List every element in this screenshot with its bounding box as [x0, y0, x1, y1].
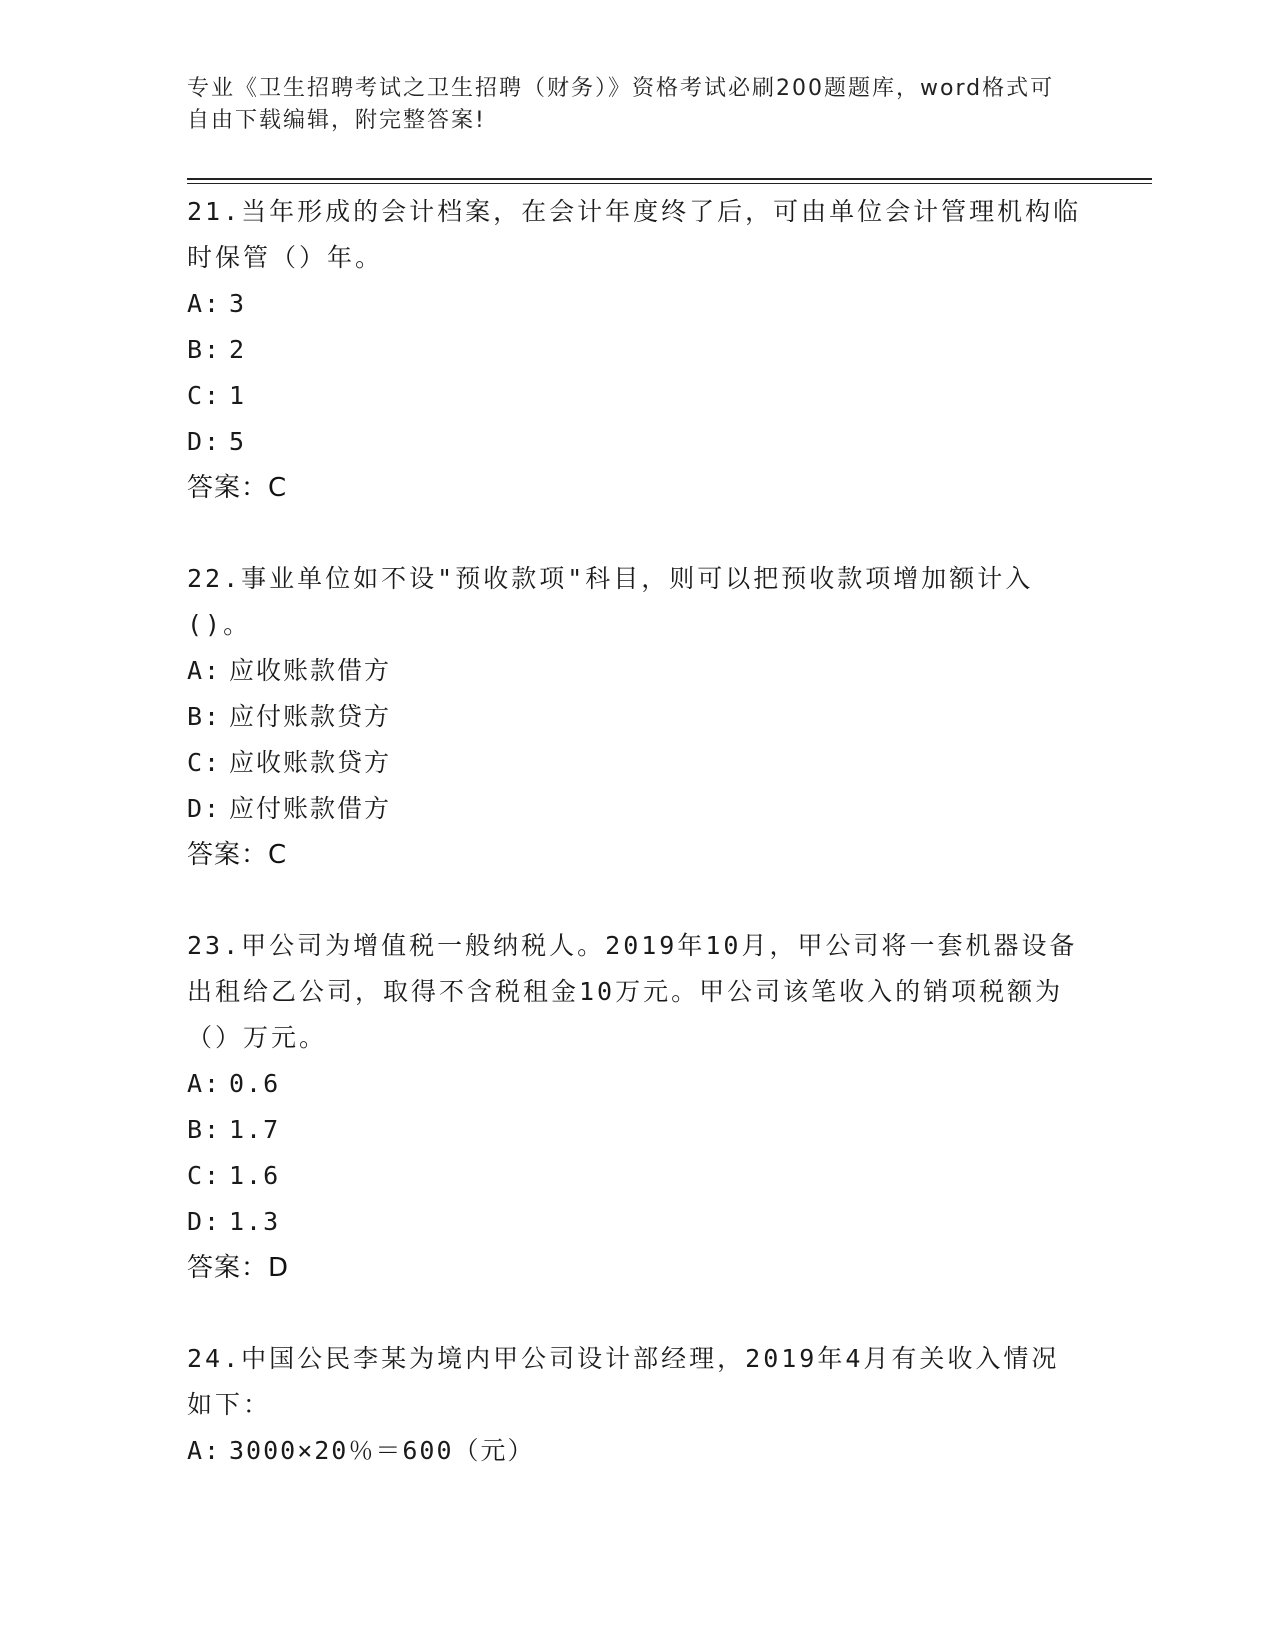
option-d — [187, 786, 1087, 832]
option-letter: D: — [187, 1207, 222, 1236]
question-stem: 24.中国公民李某为境内甲公司设计部经理，2019年4月有关收入情况如下： — [187, 1344, 1060, 1419]
answer-line: 答案：D — [187, 1253, 290, 1283]
option-c — [187, 1153, 1087, 1199]
question-stem: 21.当年形成的会计档案，在会计年度终了后，可由单位会计管理机构临时保管（）年。 — [187, 197, 1082, 272]
option-letter: A: — [187, 289, 222, 318]
option-text: 应付账款贷方 — [229, 702, 392, 731]
option-letter: B: — [187, 335, 222, 364]
option-letter: A: — [187, 656, 222, 685]
option-text: 1 — [229, 381, 247, 410]
option-text: 5 — [229, 427, 247, 456]
answer-line: 答案：C — [187, 840, 288, 870]
option-c — [187, 373, 1087, 419]
option-a — [187, 281, 1087, 327]
question-22 — [187, 556, 1087, 878]
option-text: 1.3 — [229, 1207, 281, 1236]
answer-line: 答案：C — [187, 473, 288, 503]
question-21 — [187, 189, 1087, 511]
question-23 — [187, 923, 1087, 1291]
option-d — [187, 419, 1087, 465]
option-letter: C: — [187, 1161, 222, 1190]
option-text: 1.7 — [229, 1115, 281, 1144]
option-b — [187, 327, 1087, 373]
option-letter: B: — [187, 1115, 222, 1144]
option-text: 应收账款贷方 — [229, 748, 392, 777]
option-letter: C: — [187, 381, 222, 410]
option-letter: A: — [187, 1436, 222, 1465]
option-letter: B: — [187, 702, 222, 731]
header-divider-thick — [187, 178, 1152, 180]
option-a — [187, 1061, 1087, 1107]
option-a — [187, 1428, 1087, 1474]
option-text: 3 — [229, 289, 247, 318]
option-c — [187, 740, 1087, 786]
option-text: 1.6 — [229, 1161, 281, 1190]
option-letter: A: — [187, 1069, 222, 1098]
question-list — [187, 189, 1087, 1519]
option-letter: D: — [187, 427, 222, 456]
option-letter: D: — [187, 794, 222, 823]
question-stem: 22.事业单位如不设"预收款项"科目，则可以把预收款项增加额计入()。 — [187, 564, 1034, 639]
option-text: 应付账款借方 — [229, 794, 392, 823]
option-letter: C: — [187, 748, 222, 777]
option-b — [187, 694, 1087, 740]
question-24 — [187, 1336, 1087, 1474]
option-text: 应收账款借方 — [229, 656, 392, 685]
question-stem: 23.甲公司为增值税一般纳税人。2019年10月，甲公司将一套机器设备出租给乙公司，取得不含税租金10万元。甲公司该笔收入的销项税额为（）万元。 — [187, 931, 1078, 1052]
option-b — [187, 1107, 1087, 1153]
header-divider-thin — [187, 183, 1152, 184]
option-a — [187, 648, 1087, 694]
option-text: 0.6 — [229, 1069, 281, 1098]
document-header: 专业《卫生招聘考试之卫生招聘（财务）》资格考试必刷200题题库，word格式可自由下载编辑，附完整答案! — [187, 76, 1055, 133]
option-d — [187, 1199, 1087, 1245]
option-text: 3000×20％＝600（元） — [229, 1436, 535, 1465]
option-text: 2 — [229, 335, 247, 364]
